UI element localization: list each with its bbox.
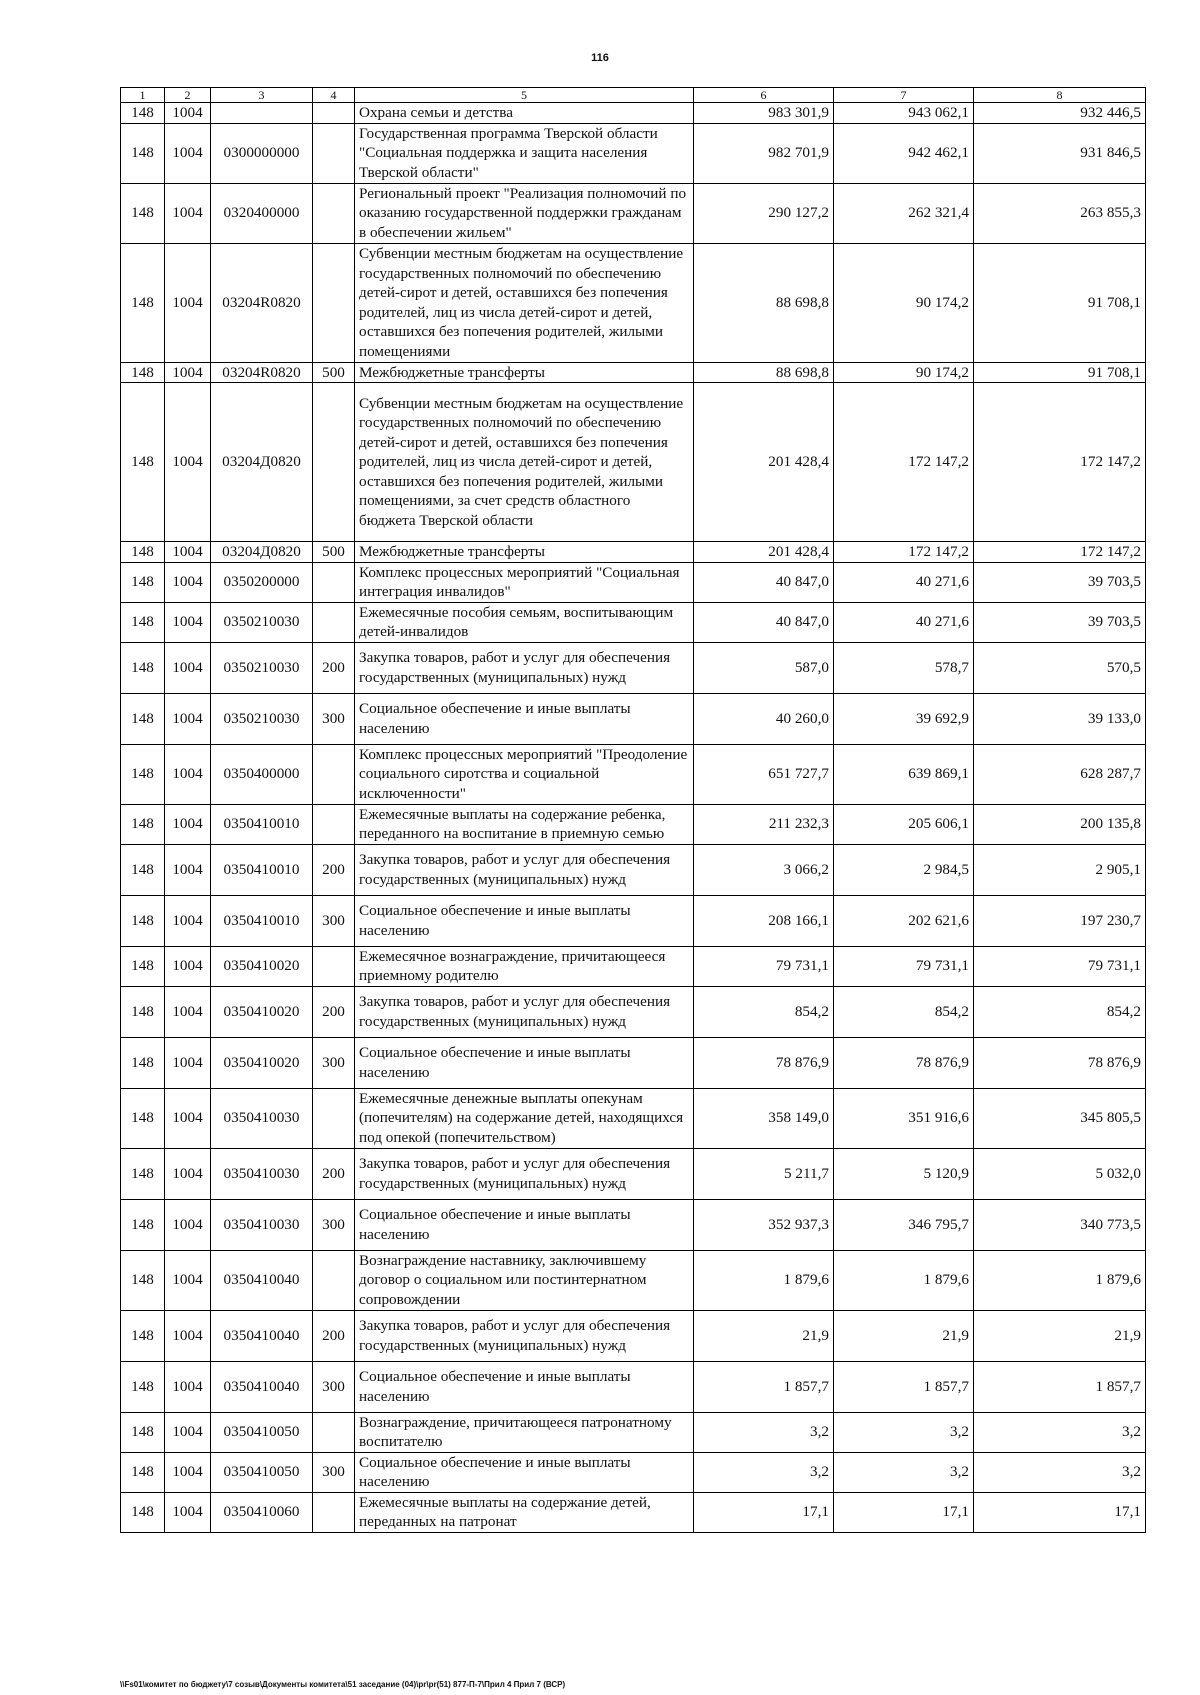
table-row xyxy=(121,844,1146,895)
cell-section-code: 1004 xyxy=(165,123,211,183)
cell-description: Закупка товаров, работ и услуг для обеспечения государственных (муниципальных) нужд xyxy=(355,844,694,895)
cell-expense-type xyxy=(313,602,355,642)
cell-target-code: 0350410010 xyxy=(211,844,313,895)
cell-amount-year1: 40 260,0 xyxy=(694,693,834,744)
cell-amount-year1: 78 876,9 xyxy=(694,1037,834,1088)
cell-section-code: 1004 xyxy=(165,1361,211,1412)
table-row xyxy=(121,1452,1146,1492)
cell-description: Социальное обеспечение и иные выплаты населению xyxy=(355,1452,694,1492)
cell-expense-type: 300 xyxy=(313,1452,355,1492)
cell-admin-code: 148 xyxy=(121,542,165,563)
cell-section-code: 1004 xyxy=(165,1310,211,1361)
cell-expense-type: 200 xyxy=(313,1148,355,1199)
cell-expense-type xyxy=(313,183,355,243)
cell-amount-year2: 942 462,1 xyxy=(834,123,974,183)
cell-amount-year1: 587,0 xyxy=(694,642,834,693)
table-body xyxy=(121,103,1146,1533)
cell-amount-year1: 358 149,0 xyxy=(694,1088,834,1148)
cell-expense-type xyxy=(313,946,355,986)
table-row xyxy=(121,986,1146,1037)
column-header: 1 xyxy=(121,88,165,103)
cell-amount-year1: 352 937,3 xyxy=(694,1199,834,1250)
table-row xyxy=(121,1148,1146,1199)
table-row xyxy=(121,946,1146,986)
table-row xyxy=(121,103,1146,124)
table-header-row xyxy=(121,88,1146,103)
cell-expense-type xyxy=(313,1492,355,1532)
cell-expense-type xyxy=(313,103,355,124)
cell-admin-code: 148 xyxy=(121,1148,165,1199)
cell-amount-year3: 172 147,2 xyxy=(974,383,1146,542)
cell-amount-year1: 854,2 xyxy=(694,986,834,1037)
cell-amount-year2: 1 879,6 xyxy=(834,1250,974,1310)
cell-admin-code: 148 xyxy=(121,1452,165,1492)
cell-target-code xyxy=(211,103,313,124)
cell-target-code: 0350410030 xyxy=(211,1148,313,1199)
cell-admin-code: 148 xyxy=(121,744,165,804)
cell-section-code: 1004 xyxy=(165,744,211,804)
cell-expense-type xyxy=(313,1412,355,1452)
cell-admin-code: 148 xyxy=(121,895,165,946)
cell-amount-year1: 88 698,8 xyxy=(694,362,834,383)
table-row xyxy=(121,602,1146,642)
table-row xyxy=(121,243,1146,362)
cell-target-code: 0350410060 xyxy=(211,1492,313,1532)
cell-section-code: 1004 xyxy=(165,895,211,946)
cell-amount-year3: 17,1 xyxy=(974,1492,1146,1532)
cell-description: Субвенции местным бюджетам на осуществление государственных полномочий по обеспечению детей-сирот и детей, оставшихся без попечения родителей, лиц из числа детей-сирот и детей, оставшихся без попечения родителей, жилыми помещениями, за счет средств областного бюджета Тверской области xyxy=(355,383,694,542)
cell-target-code: 03204Д0820 xyxy=(211,383,313,542)
cell-amount-year3: 570,5 xyxy=(974,642,1146,693)
cell-section-code: 1004 xyxy=(165,1088,211,1148)
cell-section-code: 1004 xyxy=(165,1148,211,1199)
cell-section-code: 1004 xyxy=(165,183,211,243)
cell-target-code: 03204R0820 xyxy=(211,362,313,383)
cell-target-code: 0350410030 xyxy=(211,1199,313,1250)
cell-admin-code: 148 xyxy=(121,1412,165,1452)
cell-target-code: 0350410050 xyxy=(211,1452,313,1492)
cell-amount-year1: 3 066,2 xyxy=(694,844,834,895)
cell-target-code: 0350410030 xyxy=(211,1088,313,1148)
table-row xyxy=(121,804,1146,844)
cell-target-code: 0350210030 xyxy=(211,602,313,642)
cell-admin-code: 148 xyxy=(121,946,165,986)
cell-admin-code: 148 xyxy=(121,986,165,1037)
cell-expense-type: 200 xyxy=(313,986,355,1037)
cell-amount-year2: 78 876,9 xyxy=(834,1037,974,1088)
cell-amount-year3: 2 905,1 xyxy=(974,844,1146,895)
cell-amount-year3: 39 703,5 xyxy=(974,602,1146,642)
cell-description: Межбюджетные трансферты xyxy=(355,542,694,563)
cell-expense-type: 300 xyxy=(313,1037,355,1088)
cell-section-code: 1004 xyxy=(165,1412,211,1452)
column-header: 4 xyxy=(313,88,355,103)
cell-target-code: 03204R0820 xyxy=(211,243,313,362)
cell-description: Вознаграждение наставнику, заключившему договор о социальном или постинтернатном сопровождении xyxy=(355,1250,694,1310)
cell-expense-type xyxy=(313,744,355,804)
cell-expense-type: 200 xyxy=(313,844,355,895)
cell-section-code: 1004 xyxy=(165,103,211,124)
cell-amount-year2: 90 174,2 xyxy=(834,362,974,383)
cell-description: Комплекс процессных мероприятий "Преодоление социального сиротства и социальной исключенности" xyxy=(355,744,694,804)
cell-admin-code: 148 xyxy=(121,103,165,124)
cell-amount-year2: 79 731,1 xyxy=(834,946,974,986)
cell-amount-year3: 91 708,1 xyxy=(974,243,1146,362)
cell-amount-year1: 17,1 xyxy=(694,1492,834,1532)
cell-amount-year3: 197 230,7 xyxy=(974,895,1146,946)
cell-admin-code: 148 xyxy=(121,1361,165,1412)
cell-section-code: 1004 xyxy=(165,383,211,542)
page-number: 116 xyxy=(591,52,609,64)
cell-amount-year1: 1 879,6 xyxy=(694,1250,834,1310)
cell-target-code: 03204Д0820 xyxy=(211,542,313,563)
cell-section-code: 1004 xyxy=(165,946,211,986)
column-header: 8 xyxy=(974,88,1146,103)
cell-description: Ежемесячные пособия семьям, воспитывающим детей-инвалидов xyxy=(355,602,694,642)
cell-amount-year1: 290 127,2 xyxy=(694,183,834,243)
cell-description: Государственная программа Тверской области "Социальная поддержка и защита населения Тверской области" xyxy=(355,123,694,183)
cell-target-code: 0350410040 xyxy=(211,1250,313,1310)
cell-amount-year2: 202 621,6 xyxy=(834,895,974,946)
cell-amount-year3: 172 147,2 xyxy=(974,542,1146,563)
cell-admin-code: 148 xyxy=(121,1037,165,1088)
cell-target-code: 0350410010 xyxy=(211,895,313,946)
cell-amount-year3: 5 032,0 xyxy=(974,1148,1146,1199)
table-row xyxy=(121,1250,1146,1310)
cell-amount-year2: 3,2 xyxy=(834,1412,974,1452)
cell-section-code: 1004 xyxy=(165,804,211,844)
cell-amount-year2: 943 062,1 xyxy=(834,103,974,124)
table-row xyxy=(121,642,1146,693)
cell-admin-code: 148 xyxy=(121,804,165,844)
cell-amount-year2: 639 869,1 xyxy=(834,744,974,804)
table-row xyxy=(121,362,1146,383)
cell-section-code: 1004 xyxy=(165,1452,211,1492)
cell-amount-year2: 2 984,5 xyxy=(834,844,974,895)
cell-description: Ежемесячные выплаты на содержание ребенка, переданного на воспитание в приемную семью xyxy=(355,804,694,844)
cell-amount-year2: 578,7 xyxy=(834,642,974,693)
cell-amount-year2: 21,9 xyxy=(834,1310,974,1361)
cell-expense-type xyxy=(313,383,355,542)
cell-amount-year1: 5 211,7 xyxy=(694,1148,834,1199)
cell-admin-code: 148 xyxy=(121,1199,165,1250)
cell-expense-type xyxy=(313,804,355,844)
cell-amount-year2: 1 857,7 xyxy=(834,1361,974,1412)
cell-section-code: 1004 xyxy=(165,542,211,563)
cell-description: Региональный проект "Реализация полномочий по оказанию государственной поддержки гражданам в обеспечении жильем" xyxy=(355,183,694,243)
footer-file-path: \\Fs01\комитет по бюджету\7 созыв\Документы комитета\51 заседание (04)\pr\pr(51) 877-П-7\Прил 4 Прил 7 (ВСР) xyxy=(120,1680,566,1689)
table-row xyxy=(121,1199,1146,1250)
cell-target-code: 0350410040 xyxy=(211,1361,313,1412)
cell-expense-type: 200 xyxy=(313,642,355,693)
table-row xyxy=(121,1037,1146,1088)
cell-amount-year3: 931 846,5 xyxy=(974,123,1146,183)
table-row xyxy=(121,744,1146,804)
cell-section-code: 1004 xyxy=(165,986,211,1037)
table-row xyxy=(121,1412,1146,1452)
cell-amount-year3: 200 135,8 xyxy=(974,804,1146,844)
cell-amount-year3: 263 855,3 xyxy=(974,183,1146,243)
cell-amount-year3: 39 703,5 xyxy=(974,562,1146,602)
cell-admin-code: 148 xyxy=(121,1250,165,1310)
cell-target-code: 0350410040 xyxy=(211,1310,313,1361)
cell-target-code: 0350200000 xyxy=(211,562,313,602)
cell-admin-code: 148 xyxy=(121,844,165,895)
table-row xyxy=(121,183,1146,243)
cell-amount-year2: 40 271,6 xyxy=(834,602,974,642)
table-row xyxy=(121,1088,1146,1148)
cell-amount-year3: 1 857,7 xyxy=(974,1361,1146,1412)
cell-section-code: 1004 xyxy=(165,693,211,744)
cell-description: Закупка товаров, работ и услуг для обеспечения государственных (муниципальных) нужд xyxy=(355,642,694,693)
cell-description: Закупка товаров, работ и услуг для обеспечения государственных (муниципальных) нужд xyxy=(355,1310,694,1361)
cell-expense-type xyxy=(313,123,355,183)
cell-admin-code: 148 xyxy=(121,1088,165,1148)
cell-amount-year2: 346 795,7 xyxy=(834,1199,974,1250)
cell-amount-year2: 90 174,2 xyxy=(834,243,974,362)
cell-description: Субвенции местным бюджетам на осуществление государственных полномочий по обеспечению детей-сирот и детей, оставшихся без попечения родителей, лиц из числа детей-сирот и детей, оставшихся без попечения родителей, жилыми помещениями xyxy=(355,243,694,362)
cell-amount-year1: 40 847,0 xyxy=(694,562,834,602)
cell-target-code: 0350410020 xyxy=(211,946,313,986)
budget-table xyxy=(120,87,1146,1533)
cell-amount-year1: 79 731,1 xyxy=(694,946,834,986)
column-header: 6 xyxy=(694,88,834,103)
table-row xyxy=(121,1361,1146,1412)
cell-target-code: 0320400000 xyxy=(211,183,313,243)
cell-amount-year3: 78 876,9 xyxy=(974,1037,1146,1088)
cell-amount-year1: 88 698,8 xyxy=(694,243,834,362)
cell-amount-year2: 854,2 xyxy=(834,986,974,1037)
cell-section-code: 1004 xyxy=(165,1037,211,1088)
cell-amount-year1: 208 166,1 xyxy=(694,895,834,946)
cell-section-code: 1004 xyxy=(165,362,211,383)
cell-amount-year2: 17,1 xyxy=(834,1492,974,1532)
cell-amount-year3: 854,2 xyxy=(974,986,1146,1037)
cell-description: Ежемесячное вознаграждение, причитающееся приемному родителю xyxy=(355,946,694,986)
cell-admin-code: 148 xyxy=(121,642,165,693)
cell-amount-year1: 3,2 xyxy=(694,1452,834,1492)
cell-description: Комплекс процессных мероприятий "Социальная интеграция инвалидов" xyxy=(355,562,694,602)
column-header: 3 xyxy=(211,88,313,103)
cell-admin-code: 148 xyxy=(121,362,165,383)
cell-expense-type: 500 xyxy=(313,542,355,563)
cell-amount-year2: 172 147,2 xyxy=(834,383,974,542)
cell-amount-year3: 39 133,0 xyxy=(974,693,1146,744)
cell-target-code: 0350400000 xyxy=(211,744,313,804)
cell-section-code: 1004 xyxy=(165,602,211,642)
cell-section-code: 1004 xyxy=(165,844,211,895)
cell-amount-year3: 79 731,1 xyxy=(974,946,1146,986)
cell-amount-year3: 1 879,6 xyxy=(974,1250,1146,1310)
cell-description: Ежемесячные денежные выплаты опекунам (попечителям) на содержание детей, находящихся под опекой (попечительством) xyxy=(355,1088,694,1148)
cell-amount-year3: 345 805,5 xyxy=(974,1088,1146,1148)
table-row xyxy=(121,1492,1146,1532)
cell-target-code: 0350410020 xyxy=(211,1037,313,1088)
table-row xyxy=(121,1310,1146,1361)
cell-expense-type xyxy=(313,1088,355,1148)
cell-amount-year1: 3,2 xyxy=(694,1412,834,1452)
cell-admin-code: 148 xyxy=(121,123,165,183)
cell-admin-code: 148 xyxy=(121,1492,165,1532)
cell-amount-year1: 651 727,7 xyxy=(694,744,834,804)
cell-amount-year2: 172 147,2 xyxy=(834,542,974,563)
cell-admin-code: 148 xyxy=(121,383,165,542)
cell-section-code: 1004 xyxy=(165,642,211,693)
cell-amount-year3: 21,9 xyxy=(974,1310,1146,1361)
cell-expense-type: 200 xyxy=(313,1310,355,1361)
table-row xyxy=(121,562,1146,602)
cell-amount-year3: 932 446,5 xyxy=(974,103,1146,124)
cell-description: Социальное обеспечение и иные выплаты населению xyxy=(355,1037,694,1088)
cell-amount-year3: 91 708,1 xyxy=(974,362,1146,383)
cell-amount-year1: 201 428,4 xyxy=(694,542,834,563)
cell-expense-type xyxy=(313,243,355,362)
cell-description: Межбюджетные трансферты xyxy=(355,362,694,383)
cell-amount-year1: 1 857,7 xyxy=(694,1361,834,1412)
cell-admin-code: 148 xyxy=(121,183,165,243)
cell-section-code: 1004 xyxy=(165,243,211,362)
cell-target-code: 0350210030 xyxy=(211,693,313,744)
cell-target-code: 0350210030 xyxy=(211,642,313,693)
cell-admin-code: 148 xyxy=(121,1310,165,1361)
table-row xyxy=(121,123,1146,183)
cell-description: Вознаграждение, причитающееся патронатному воспитателю xyxy=(355,1412,694,1452)
cell-section-code: 1004 xyxy=(165,1250,211,1310)
cell-description: Ежемесячные выплаты на содержание детей, переданных на патронат xyxy=(355,1492,694,1532)
cell-description: Закупка товаров, работ и услуг для обеспечения государственных (муниципальных) нужд xyxy=(355,1148,694,1199)
cell-description: Закупка товаров, работ и услуг для обеспечения государственных (муниципальных) нужд xyxy=(355,986,694,1037)
cell-amount-year1: 982 701,9 xyxy=(694,123,834,183)
cell-amount-year2: 351 916,6 xyxy=(834,1088,974,1148)
cell-target-code: 0350410050 xyxy=(211,1412,313,1452)
cell-expense-type: 300 xyxy=(313,1199,355,1250)
table-row xyxy=(121,895,1146,946)
cell-amount-year2: 262 321,4 xyxy=(834,183,974,243)
cell-amount-year2: 3,2 xyxy=(834,1452,974,1492)
cell-admin-code: 148 xyxy=(121,562,165,602)
cell-description: Социальное обеспечение и иные выплаты населению xyxy=(355,895,694,946)
cell-expense-type: 300 xyxy=(313,1361,355,1412)
column-header: 7 xyxy=(834,88,974,103)
cell-expense-type: 300 xyxy=(313,693,355,744)
cell-amount-year1: 40 847,0 xyxy=(694,602,834,642)
cell-amount-year2: 39 692,9 xyxy=(834,693,974,744)
cell-section-code: 1004 xyxy=(165,1199,211,1250)
cell-description: Социальное обеспечение и иные выплаты населению xyxy=(355,1361,694,1412)
cell-expense-type: 500 xyxy=(313,362,355,383)
cell-description: Социальное обеспечение и иные выплаты населению xyxy=(355,1199,694,1250)
cell-amount-year3: 628 287,7 xyxy=(974,744,1146,804)
cell-amount-year3: 3,2 xyxy=(974,1412,1146,1452)
cell-target-code: 0300000000 xyxy=(211,123,313,183)
cell-expense-type xyxy=(313,562,355,602)
cell-section-code: 1004 xyxy=(165,562,211,602)
cell-amount-year1: 211 232,3 xyxy=(694,804,834,844)
cell-description: Охрана семьи и детства xyxy=(355,103,694,124)
cell-amount-year1: 983 301,9 xyxy=(694,103,834,124)
table-row xyxy=(121,693,1146,744)
cell-amount-year3: 3,2 xyxy=(974,1452,1146,1492)
cell-description: Социальное обеспечение и иные выплаты населению xyxy=(355,693,694,744)
cell-amount-year3: 340 773,5 xyxy=(974,1199,1146,1250)
cell-admin-code: 148 xyxy=(121,602,165,642)
table-row xyxy=(121,542,1146,563)
table-row xyxy=(121,383,1146,542)
cell-expense-type xyxy=(313,1250,355,1310)
cell-amount-year2: 40 271,6 xyxy=(834,562,974,602)
column-header: 5 xyxy=(355,88,694,103)
cell-admin-code: 148 xyxy=(121,693,165,744)
cell-admin-code: 148 xyxy=(121,243,165,362)
column-header: 2 xyxy=(165,88,211,103)
cell-expense-type: 300 xyxy=(313,895,355,946)
cell-target-code: 0350410010 xyxy=(211,804,313,844)
cell-amount-year2: 5 120,9 xyxy=(834,1148,974,1199)
cell-amount-year1: 21,9 xyxy=(694,1310,834,1361)
cell-section-code: 1004 xyxy=(165,1492,211,1532)
cell-amount-year2: 205 606,1 xyxy=(834,804,974,844)
cell-target-code: 0350410020 xyxy=(211,986,313,1037)
cell-amount-year1: 201 428,4 xyxy=(694,383,834,542)
